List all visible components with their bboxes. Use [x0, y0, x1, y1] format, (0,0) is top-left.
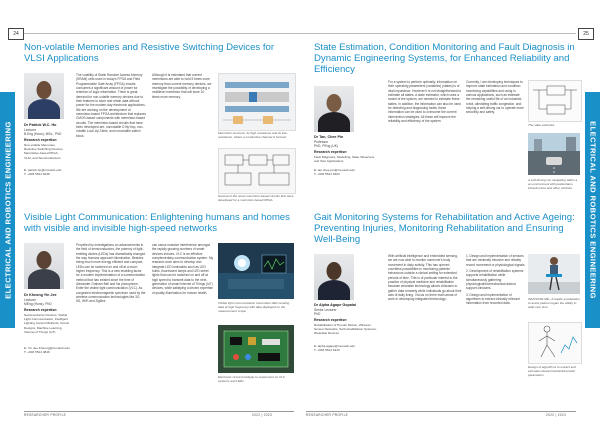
right-page: [300, 0, 600, 424]
researcher-name: Dr Kheong Yin Jee: [24, 293, 57, 297]
side-tab-label: ELECTRICAL AND ROBOTICS ENGINEERING: [3, 121, 12, 299]
memristor-figure: [218, 73, 296, 131]
body-column-1: For a system to perform optimally, information on their operating parameters (variables) (states) is of vital importance. However it is not straightforward to estimate all states. A state estimator, which uses a model of the system, are needed to estimate these states. In addition, the information can also be used for detecting and diagnosing faults; these information can be used to overcome the current intervention strategies. All these will improve the reliability and efficiency of the system.: [388, 80, 462, 124]
footer-rule: [24, 411, 294, 412]
expertise-heading: Research expertise:: [314, 318, 348, 322]
body-column-2: Although it is estimated that current memristors are able to hold 5 times more memory than current memory devices, we investigate the possibility of developing a multilevel memristor that will store 10 times more memory.: [152, 73, 212, 99]
gait-focus-item-1: 1. Design and implementation of sensors that are minimally intrusive and reliably record movement or physiological signals.: [466, 254, 526, 267]
figure-caption: Visible light communication transmitter LED sending data at high frequency with data displayed on the measurement scope: [218, 301, 290, 313]
researcher-photo: [24, 243, 64, 289]
side-tab-label: ELECTRICAL AND ROBOTICS ENGINEERING: [588, 121, 597, 299]
side-tab: [0, 92, 15, 328]
vlc-transmitter-photo: [218, 243, 294, 299]
footer-label: RESEARCHER PROFILE: [306, 413, 349, 417]
circuit-figure: [218, 148, 296, 194]
phone-text: T: +603 5514 6263: [314, 172, 340, 176]
email-text: E: Yin.Jee.Kheong@monash.edu: [24, 346, 70, 350]
article-title: Gait Monitoring Systems for Rehabilitation and Active Ageing: Preventing Injuries, Monitoring Rehabilitation and Ensuring Well-Being: [314, 212, 575, 245]
footer-rule: [306, 411, 576, 412]
figure-caption: Electronic circuit prototype to experiment on VLC systems and LEDs: [218, 375, 286, 383]
researcher-name: Dr Patrick W.C. Ho: [24, 123, 57, 127]
vlc-transmitter-image: [218, 243, 294, 299]
exoskeleton-photo: [528, 254, 580, 294]
figure-caption: A self-driving car navigating within a an environment with pedestrians, infrastructure and other vehicles.: [528, 178, 578, 190]
figure-caption: INNOVATE ME - A haptic exoskeleton to assist patient regain the ability to walk over time: [528, 297, 580, 309]
figure-caption: Several of the novel memristor-based circuits that were developed for a memristor-based FPGA: [218, 194, 294, 202]
researcher-photo: [314, 254, 354, 300]
body-column-2: Currently, I am developing techniques to improve state estimation and condition monitoring capabilities and using in various applications, such as estimate the remaining useful life of an industrial robot, alleviating traffic congestion, and helping a self-driving car to operate more smoothly and safely.: [466, 80, 524, 115]
email-text: E: tan.chee.pin@monash.edu: [314, 168, 355, 172]
phone-text: T: +603 5514 6238: [24, 172, 50, 176]
researcher-degrees: B.Eng (Hons), MSc., PhD: [24, 132, 62, 136]
figure-caption: Memristor structure, its high resistance and its low-resistance, where a conductive channel is formed.: [218, 131, 288, 139]
self-driving-car-image: [528, 133, 580, 175]
circuit-prototype-image: [218, 325, 294, 373]
page-number: 24: [8, 28, 24, 40]
exoskeleton-image: [528, 254, 580, 294]
figure-caption: Design of algorithms to extract and estimate relevant kinetic/kinematic parameters: [528, 365, 576, 377]
email-text: E: alpha.agape@monash.edu: [314, 344, 355, 348]
email-text: E: patrick.ho@monash.edu: [24, 168, 62, 172]
body-column-1: The volatility of Static Random Access Memory (SRAM) cells used in today's FPGA and Field Programmable Gate Array (FPGA) circuits consumes a significant amount of power for retention of logic information. There is great demand for non-volatile memory devices due to their features to store and retain data without power for the modern-day electronic applications. We are working on the development of memristor-based FPGA architecture that replaces CMOS-based components with memristor-based circuits. The memristor-based circuits that have been developed are: nonvolatile D flip flop, non-volatile Look-Up-Table, and nonvolatile switch block.: [76, 73, 146, 138]
expertise-heading: Research expertise:: [314, 150, 348, 154]
researcher-name: Dr Alpha Agape Gopalai: [314, 303, 356, 307]
researcher-degrees: MEng (Hons), PhD: [24, 302, 52, 306]
expertise-text: Non-volatile Memories, Resistive Switching Devices, Memristive-based FPGA, VLSI, and Semiconductors: [24, 143, 64, 160]
body-column-2: [466, 254, 526, 306]
state-estimator-figure: [528, 80, 582, 122]
expertise-text: Fault Diagnosis, Modelling, State Observers and their Applications: [314, 155, 375, 164]
researcher-role: Lecturer: [24, 128, 37, 132]
expertise-text: Semiconductor Devices, Visible Light Communication, Intelligent Lighting Control Methods, Circuit Designs, Machine Learning, Internet of Things (IoT): [24, 313, 69, 334]
gait-algorithm-diagram: [529, 323, 581, 363]
footer-year: 2022 | 2023: [546, 413, 567, 417]
researcher-degrees: PhD: [314, 312, 321, 316]
circuit-diagram: [219, 149, 295, 193]
expertise-text: Rehabilitation of Human Motion, Wireless Sensor Networks, Self-rehabilitation Systems, Wearable Devices: [314, 323, 377, 336]
researcher-role: Lecturer: [24, 298, 37, 302]
expertise-heading: Research expertise:: [24, 138, 58, 142]
researcher-photo: [314, 86, 354, 132]
article-title: Visible Light Communication: Enlightening humans and homes with visible and invisible high-speed networks: [24, 212, 290, 234]
article-title: State Estimation, Condition Monitoring and Fault Diagnosis in Dynamic Engineering Systems, for Enhanced Reliability and Efficiency: [314, 42, 575, 75]
gait-focus-item-3: 3. Design and implementation of algorithms to extract clinically relevant information from recorded data.: [466, 292, 520, 306]
phone-text: T: +603 5514 6443: [314, 348, 340, 352]
circuit-prototype-photo: [218, 325, 294, 373]
researcher-role: Senior Lecturer: [314, 308, 337, 312]
page-number: 25: [578, 28, 594, 40]
researcher-photo: [24, 73, 64, 119]
figure-caption: The state estimator: [528, 123, 555, 127]
state-estimator-diagram: [529, 81, 581, 121]
article-title: Non-volatile Memories and Resistive Switching Devices for VLSI Applications: [24, 42, 275, 64]
footer-year: 2022 | 2023: [252, 413, 273, 417]
gait-algorithm-figure: [528, 322, 582, 364]
researcher-name: Dr Tan, Chee Pin: [314, 135, 344, 139]
expertise-heading: Research expertise:: [24, 308, 58, 312]
header-rule: [300, 33, 576, 34]
researcher-role: Professor: [314, 140, 329, 144]
body-column-2: can cause massive interference amongst the rapidly growing numbers of smart devices indoors, VLC is an effective complementary communication system. My research work aims to develop and integrate LED luminaires such as LED bulbs, fluorescent lamps and LED street lights that can be switched on and off at high speed to transmit data to the next-generation of smart Internet of Things (IoT) devices, while satisfying a decent expertise of quality illumination for human health.: [152, 243, 214, 295]
footer-label: RESEARCHER PROFILE: [24, 413, 67, 417]
self-driving-car-photo: [528, 133, 580, 175]
memristor-diagram: [219, 74, 295, 130]
researcher-degrees: PhD, PEng (UK): [314, 144, 339, 148]
side-tab: [585, 92, 600, 328]
body-column-1: Propelled by investigations on advancements in the field of semiconductors, the potency of light-emitting diodes (LEDs) has dramatically changed the way humans approach illumination. Besides being much more energy efficient and compact, LEDs can be switched on and off at a much higher frequency. This is a new enabling factor for a modern implementation of a communication method that has existed since the time of Alexander Graham Bell and his photophone. Enter the visible light communication (VLC). As congested electromagnetic spectrum used by the wireless communication technologies like 3G, 5G, WiFi and ZigBee: [76, 243, 146, 304]
phone-text: T: +603 5514 4846: [24, 350, 50, 354]
body-column-1: With artificial intelligence and embedded sensing, we are now able to monitor someone's body movement in daily activity. This has opened countless possibilities in monitoring patients' behaviours outside a clinical setting for extended periods of time. This is of particular interest to the practice of physical medicine and rehabilitation because wearable technology allows clinicians to gather data remotely while individuals go about their acts of daily living. I focus on three main areas of work in developing integrated technology:: [388, 254, 462, 302]
header-rule: [24, 33, 300, 34]
gait-focus-item-2: 2. Development of rehabilitation systems supports rehabilitation while simultaneously gathering physiological/biomechanical data to support clinicians.: [466, 269, 524, 291]
